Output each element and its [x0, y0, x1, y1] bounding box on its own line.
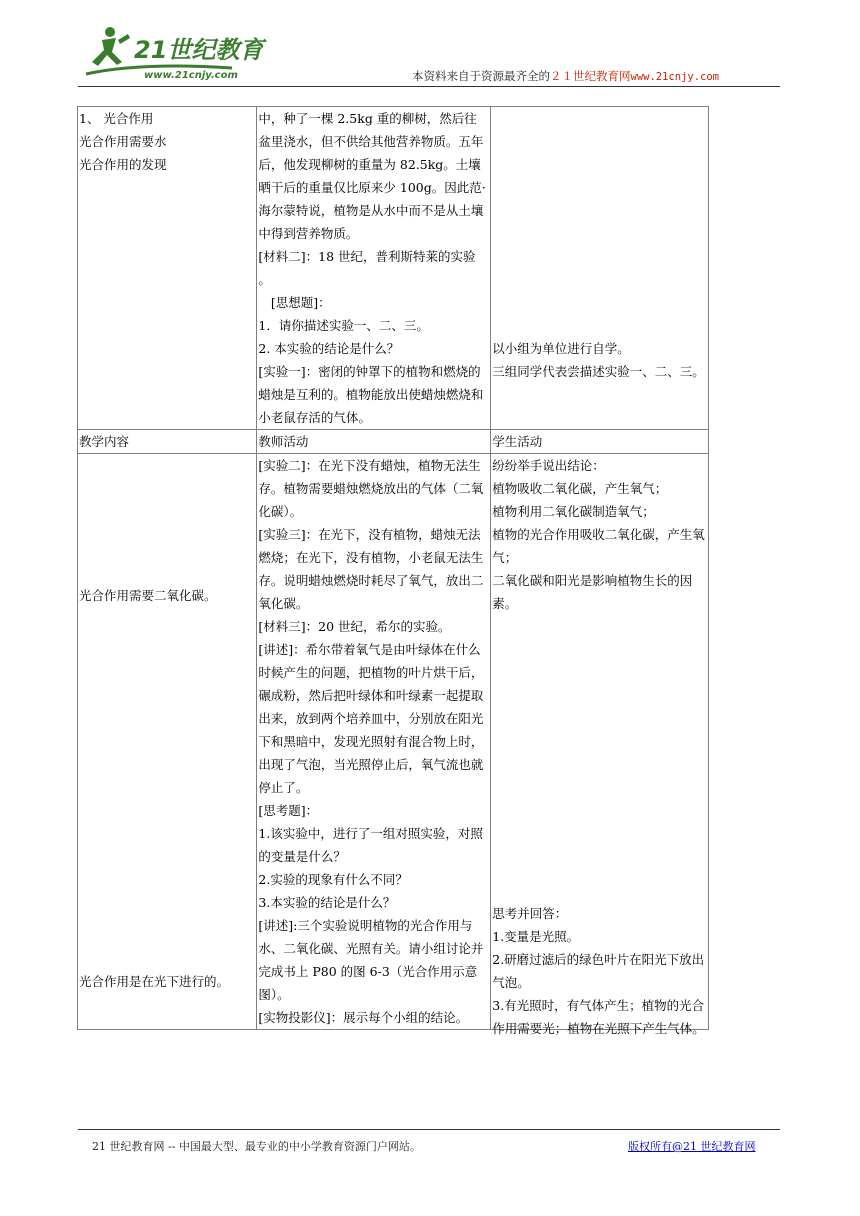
cell-text: 植物利用二氧化碳制造氧气；	[492, 504, 655, 519]
table-header-row	[78, 430, 709, 454]
table-row	[78, 107, 709, 430]
cell-text: 光合作用是在光下进行的。	[79, 974, 230, 989]
cell-text: 2.研磨过滤后的绿色叶片在阳光下放出气泡。	[492, 952, 705, 990]
header-content: 教学内容	[78, 430, 257, 454]
student-activity-cell	[491, 107, 709, 430]
cell-text: 纷纷举手说出结论：	[492, 458, 605, 473]
lesson-table	[77, 106, 709, 1036]
tagline-prefix: 本资料来自于资源最齐全的	[412, 69, 550, 83]
cell-text: 2.实验的现象有什么不同？	[258, 872, 408, 887]
cell-text: 二氧化碳和阳光是影响植物生长的因素。	[492, 573, 693, 611]
cell-text: 1.变量是光照。	[492, 929, 580, 944]
logo-url: www.21cnjy.com	[144, 70, 238, 81]
header-teacher: 教师活动	[257, 430, 491, 454]
cell-text: 光合作用需要水	[79, 134, 167, 149]
content-cell	[78, 107, 257, 430]
student-conclusions	[492, 454, 707, 615]
tagline-brand: ２１世纪教育网	[550, 69, 631, 83]
runner-icon	[92, 27, 130, 66]
cell-text: [思想题]：	[258, 295, 331, 310]
cell-text: [实验三]：在光下，没有植物，蜡烛无法燃烧；在光下，没有植物，小老鼠无法生存。说明蜡烛燃烧时耗尽了氧气，放出二氧化碳。	[258, 527, 484, 611]
cell-text: 1．请你描述实验一、二、三。	[258, 318, 429, 333]
cell-text: [材料三]：20 世纪，希尔的实验。	[258, 619, 451, 634]
cell-text: 光合作用的发现	[79, 157, 167, 172]
site-logo	[82, 22, 282, 84]
cell-text: 植物吸收二氧化碳，产生氧气；	[492, 481, 668, 496]
tagline-url[interactable]: www.21cnjy.com	[630, 71, 720, 83]
cell-text: 植物的光合作用吸收二氧化碳，产生氧气；	[492, 527, 705, 565]
header-tagline	[412, 68, 719, 84]
cell-text: [实物投影仪]：展示每个小组的结论。	[258, 1010, 469, 1025]
cell-text: [实验一]：密闭的钟罩下的植物和燃烧的蜡烛是互利的。植物能放出使蜡烛燃烧和小老鼠存活的气体。	[258, 364, 484, 425]
cell-text: [讲述]：希尔带着氧气是由叶绿体在什么时候产生的问题，把植物的叶片烘干后，碾成粉，然后把叶绿体和叶绿素一起提取出来，放到两个培养皿中，分别放在阳光下和黑暗中，发现光照射有混合物上时，出现了气泡，当光照停止后，氧气流也就停止了。	[258, 642, 484, 795]
cell-text: 三组同学代表尝描述实验一、二、三。	[492, 364, 705, 379]
teacher-activity-cell	[257, 454, 491, 1030]
content-cell	[78, 454, 257, 1030]
teacher-activity-cell	[257, 107, 491, 430]
cell-text: 1.该实验中，进行了一组对照实验，对照的变量是什么？	[258, 826, 483, 864]
header-divider	[78, 86, 780, 87]
footer-copyright-link[interactable]: 版权所有@21 世纪教育网	[628, 1140, 756, 1153]
student-answers	[492, 902, 707, 1040]
student-activity-cell	[491, 454, 709, 1036]
cell-text: 3.本实验的结论是什么？	[258, 895, 396, 910]
cell-text: 2. 本实验的结论是什么？	[258, 341, 400, 356]
logo-text: 21世纪教育	[134, 36, 264, 64]
cell-text: 1、 光合作用	[79, 111, 154, 126]
cell-text: 以小组为单位进行自学。	[492, 341, 630, 356]
cell-text: 思考并回答：	[492, 906, 568, 921]
cell-text: [材料二]：18 世纪，普利斯特莱的实验	[258, 249, 476, 264]
footer-site-description: 21 世纪教育网 -- 中国最大型、最专业的中小学教育资源门户网站。	[92, 1140, 421, 1153]
cell-text: 。	[258, 272, 271, 287]
cell-text: 中，种了一棵 2.5kg 重的柳树，然后往盆里浇水，但不供给其他营养物质。五年后，他发现柳树的重量为 82.5kg。土壤晒干后的重量仅比原来少 100g。因此范·海尔蒙特说，植物是从水中而不是从土壤中得到营养物质。	[258, 111, 486, 241]
header-student: 学生活动	[491, 430, 709, 454]
cell-text: 光合作用需要二氧化碳。	[79, 588, 217, 603]
cell-text: [讲述]:三个实验说明植物的光合作用与水、二氧化碳、光照有关。请小组讨论并完成书上 P80 的图 6-3（光合作用示意图）。	[258, 918, 484, 1002]
cell-text: [思考题]：	[258, 803, 319, 818]
cell-text: [实验二]：在光下没有蜡烛，植物无法生存。植物需要蜡烛燃烧放出的气体（二氧化碳）。	[258, 458, 484, 519]
footer-divider	[78, 1129, 780, 1130]
table-row	[78, 454, 709, 1030]
cell-text: 3.有光照时，有气体产生；植物的光合作用需要光；植物在光照下产生气体。	[492, 998, 705, 1036]
